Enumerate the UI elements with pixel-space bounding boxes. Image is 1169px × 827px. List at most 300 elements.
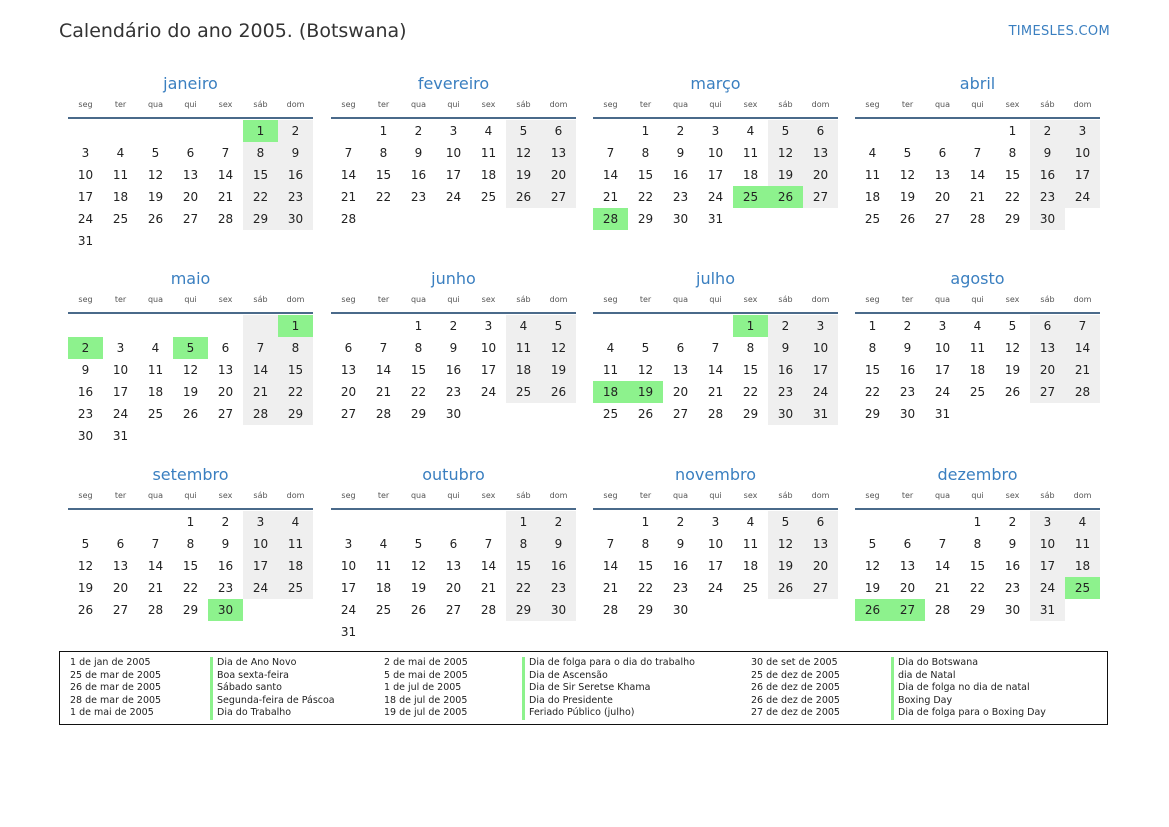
day-cell[interactable]: 14 [1065,337,1100,359]
day-cell[interactable]: 21 [217,190,234,204]
day-cell[interactable]: 6 [186,146,195,160]
day-cell[interactable]: 9 [676,537,685,551]
day-cell[interactable]: 9 [1030,142,1065,164]
day-cell[interactable]: 11 [375,559,392,573]
day-cell[interactable]: 17 [803,359,838,381]
day-cell[interactable]: 15 [506,555,541,577]
day-cell[interactable]: 8 [641,146,650,160]
day-cell[interactable]: 1 [868,319,877,333]
day-cell[interactable]: 3 [711,124,720,138]
day-cell[interactable]: 2 [414,124,423,138]
day-cell[interactable]: 10 [340,559,357,573]
day-cell[interactable]: 30 [768,403,803,425]
day-cell[interactable]: 10 [707,537,724,551]
day-cell[interactable]: 15 [243,164,278,186]
day-cell[interactable]: 3 [1030,511,1065,533]
day-cell[interactable]: 5 [868,537,877,551]
day-cell[interactable]: 13 [541,142,576,164]
day-cell[interactable]: 26 [1004,385,1021,399]
day-cell[interactable]: 29 [637,212,654,226]
day-cell[interactable]: 12 [899,168,916,182]
day-cell[interactable]: 2 [278,120,313,142]
day-cell[interactable]: 14 [480,559,497,573]
day-cell[interactable]: 5 [641,341,650,355]
day-cell[interactable]: 7 [606,537,615,551]
day-cell[interactable]: 23 [768,381,803,403]
day-cell[interactable]: 28 [340,212,357,226]
day-cell[interactable]: 21 [340,190,357,204]
day-cell[interactable]: 22 [1004,190,1021,204]
day-cell[interactable]: 26 [541,381,576,403]
day-cell[interactable]: 7 [221,146,230,160]
day-cell[interactable]: 6 [221,341,230,355]
holiday-day-cell[interactable]: 1 [243,120,278,142]
day-cell[interactable]: 16 [672,168,689,182]
day-cell[interactable]: 4 [278,511,313,533]
day-cell[interactable]: 27 [803,577,838,599]
day-cell[interactable]: 14 [340,168,357,182]
day-cell[interactable]: 8 [506,533,541,555]
day-cell[interactable]: 13 [1030,337,1065,359]
day-cell[interactable]: 10 [1030,533,1065,555]
day-cell[interactable]: 8 [746,341,755,355]
day-cell[interactable]: 22 [182,581,199,595]
day-cell[interactable]: 19 [768,164,803,186]
day-cell[interactable]: 19 [182,385,199,399]
day-cell[interactable]: 28 [1065,381,1100,403]
day-cell[interactable]: 1 [379,124,388,138]
day-cell[interactable]: 25 [969,385,986,399]
day-cell[interactable]: 24 [1065,186,1100,208]
day-cell[interactable]: 26 [182,407,199,421]
day-cell[interactable]: 18 [864,190,881,204]
day-cell[interactable]: 8 [868,341,877,355]
day-cell[interactable]: 29 [506,599,541,621]
day-cell[interactable]: 6 [803,511,838,533]
day-cell[interactable]: 22 [742,385,759,399]
day-cell[interactable]: 4 [484,124,493,138]
day-cell[interactable]: 11 [864,168,881,182]
day-cell[interactable]: 6 [449,537,458,551]
day-cell[interactable]: 17 [445,168,462,182]
holiday-day-cell[interactable]: 28 [593,208,628,230]
day-cell[interactable]: 10 [445,146,462,160]
day-cell[interactable]: 12 [410,559,427,573]
day-cell[interactable]: 17 [1030,555,1065,577]
day-cell[interactable]: 5 [506,120,541,142]
day-cell[interactable]: 13 [899,559,916,573]
day-cell[interactable]: 10 [77,168,94,182]
day-cell[interactable]: 1 [506,511,541,533]
day-cell[interactable]: 30 [1004,603,1021,617]
day-cell[interactable]: 29 [278,403,313,425]
day-cell[interactable]: 2 [903,319,912,333]
day-cell[interactable]: 8 [278,337,313,359]
day-cell[interactable]: 10 [707,146,724,160]
day-cell[interactable]: 12 [768,533,803,555]
day-cell[interactable]: 5 [81,537,90,551]
day-cell[interactable]: 11 [602,363,619,377]
day-cell[interactable]: 28 [969,212,986,226]
day-cell[interactable]: 23 [672,190,689,204]
day-cell[interactable]: 12 [637,363,654,377]
day-cell[interactable]: 3 [711,515,720,529]
day-cell[interactable]: 14 [375,363,392,377]
day-cell[interactable]: 13 [217,363,234,377]
day-cell[interactable]: 20 [934,190,951,204]
day-cell[interactable]: 30 [672,603,689,617]
holiday-day-cell[interactable]: 26 [855,599,890,621]
day-cell[interactable]: 4 [151,341,160,355]
day-cell[interactable]: 11 [278,533,313,555]
day-cell[interactable]: 24 [707,581,724,595]
day-cell[interactable]: 27 [217,407,234,421]
day-cell[interactable]: 25 [602,407,619,421]
day-cell[interactable]: 25 [506,381,541,403]
day-cell[interactable]: 1 [1008,124,1017,138]
holiday-day-cell[interactable]: 1 [278,315,313,337]
day-cell[interactable]: 11 [112,168,129,182]
day-cell[interactable]: 19 [899,190,916,204]
day-cell[interactable]: 20 [217,385,234,399]
day-cell[interactable]: 11 [1065,533,1100,555]
holiday-day-cell[interactable]: 25 [733,186,768,208]
day-cell[interactable]: 20 [803,164,838,186]
day-cell[interactable]: 1 [414,319,423,333]
day-cell[interactable]: 12 [77,559,94,573]
day-cell[interactable]: 17 [707,559,724,573]
day-cell[interactable]: 21 [602,581,619,595]
day-cell[interactable]: 3 [484,319,493,333]
day-cell[interactable]: 23 [410,190,427,204]
day-cell[interactable]: 15 [742,363,759,377]
day-cell[interactable]: 8 [973,537,982,551]
day-cell[interactable]: 13 [934,168,951,182]
day-cell[interactable]: 12 [541,337,576,359]
day-cell[interactable]: 23 [445,385,462,399]
day-cell[interactable]: 20 [112,581,129,595]
day-cell[interactable]: 8 [1008,146,1017,160]
day-cell[interactable]: 9 [676,146,685,160]
day-cell[interactable]: 9 [81,363,90,377]
day-cell[interactable]: 10 [480,341,497,355]
day-cell[interactable]: 23 [1030,186,1065,208]
day-cell[interactable]: 27 [541,186,576,208]
day-cell[interactable]: 18 [742,168,759,182]
day-cell[interactable]: 29 [742,407,759,421]
day-cell[interactable]: 19 [864,581,881,595]
day-cell[interactable]: 6 [541,120,576,142]
day-cell[interactable]: 2 [676,124,685,138]
day-cell[interactable]: 1 [641,515,650,529]
holiday-day-cell[interactable]: 26 [768,186,803,208]
day-cell[interactable]: 21 [969,190,986,204]
day-cell[interactable]: 19 [77,581,94,595]
day-cell[interactable]: 1 [186,515,195,529]
day-cell[interactable]: 5 [541,315,576,337]
day-cell[interactable]: 11 [480,146,497,160]
day-cell[interactable]: 20 [541,164,576,186]
day-cell[interactable]: 23 [1004,581,1021,595]
day-cell[interactable]: 6 [676,341,685,355]
day-cell[interactable]: 3 [344,537,353,551]
day-cell[interactable]: 12 [768,142,803,164]
day-cell[interactable]: 16 [278,164,313,186]
day-cell[interactable]: 7 [484,537,493,551]
day-cell[interactable]: 2 [541,511,576,533]
day-cell[interactable]: 4 [606,341,615,355]
day-cell[interactable]: 23 [278,186,313,208]
day-cell[interactable]: 9 [768,337,803,359]
day-cell[interactable]: 2 [768,315,803,337]
day-cell[interactable]: 20 [803,555,838,577]
day-cell[interactable]: 13 [803,533,838,555]
day-cell[interactable]: 29 [864,407,881,421]
day-cell[interactable]: 22 [637,581,654,595]
day-cell[interactable]: 21 [480,581,497,595]
holiday-day-cell[interactable]: 18 [593,381,628,403]
day-cell[interactable]: 26 [77,603,94,617]
day-cell[interactable]: 21 [934,581,951,595]
day-cell[interactable]: 4 [868,146,877,160]
day-cell[interactable]: 22 [637,190,654,204]
day-cell[interactable]: 31 [803,403,838,425]
day-cell[interactable]: 7 [973,146,982,160]
day-cell[interactable]: 26 [637,407,654,421]
day-cell[interactable]: 17 [112,385,129,399]
day-cell[interactable]: 29 [182,603,199,617]
day-cell[interactable]: 4 [746,515,755,529]
day-cell[interactable]: 25 [480,190,497,204]
day-cell[interactable]: 22 [410,385,427,399]
day-cell[interactable]: 27 [445,603,462,617]
day-cell[interactable]: 20 [899,581,916,595]
day-cell[interactable]: 29 [969,603,986,617]
day-cell[interactable]: 9 [414,146,423,160]
day-cell[interactable]: 29 [637,603,654,617]
day-cell[interactable]: 14 [934,559,951,573]
day-cell[interactable]: 18 [1065,555,1100,577]
day-cell[interactable]: 30 [899,407,916,421]
day-cell[interactable]: 27 [934,212,951,226]
day-cell[interactable]: 20 [182,190,199,204]
day-cell[interactable]: 10 [934,341,951,355]
day-cell[interactable]: 7 [938,537,947,551]
day-cell[interactable]: 6 [1030,315,1065,337]
day-cell[interactable]: 24 [803,381,838,403]
day-cell[interactable]: 4 [1065,511,1100,533]
day-cell[interactable]: 31 [1030,599,1065,621]
day-cell[interactable]: 18 [112,190,129,204]
day-cell[interactable]: 24 [340,603,357,617]
day-cell[interactable]: 11 [506,337,541,359]
day-cell[interactable]: 18 [969,363,986,377]
day-cell[interactable]: 14 [707,363,724,377]
day-cell[interactable]: 24 [77,212,94,226]
day-cell[interactable]: 11 [147,363,164,377]
day-cell[interactable]: 28 [217,212,234,226]
day-cell[interactable]: 22 [243,186,278,208]
day-cell[interactable]: 17 [77,190,94,204]
day-cell[interactable]: 4 [506,315,541,337]
day-cell[interactable]: 8 [641,537,650,551]
day-cell[interactable]: 19 [506,164,541,186]
day-cell[interactable]: 17 [480,363,497,377]
day-cell[interactable]: 25 [742,581,759,595]
day-cell[interactable]: 5 [903,146,912,160]
day-cell[interactable]: 13 [340,363,357,377]
day-cell[interactable]: 31 [112,429,129,443]
day-cell[interactable]: 9 [541,533,576,555]
day-cell[interactable]: 17 [243,555,278,577]
day-cell[interactable]: 13 [672,363,689,377]
day-cell[interactable]: 24 [707,190,724,204]
day-cell[interactable]: 23 [217,581,234,595]
day-cell[interactable]: 6 [938,146,947,160]
day-cell[interactable]: 11 [969,341,986,355]
day-cell[interactable]: 4 [379,537,388,551]
day-cell[interactable]: 8 [243,142,278,164]
day-cell[interactable]: 5 [414,537,423,551]
day-cell[interactable]: 21 [707,385,724,399]
day-cell[interactable]: 26 [768,577,803,599]
day-cell[interactable]: 3 [81,146,90,160]
day-cell[interactable]: 31 [707,212,724,226]
day-cell[interactable]: 30 [1030,208,1065,230]
day-cell[interactable]: 14 [602,168,619,182]
day-cell[interactable]: 3 [243,511,278,533]
day-cell[interactable]: 15 [864,363,881,377]
day-cell[interactable]: 27 [340,407,357,421]
day-cell[interactable]: 23 [77,407,94,421]
day-cell[interactable]: 11 [742,537,759,551]
day-cell[interactable]: 7 [1065,315,1100,337]
day-cell[interactable]: 17 [707,168,724,182]
day-cell[interactable]: 24 [112,407,129,421]
day-cell[interactable]: 3 [1065,120,1100,142]
day-cell[interactable]: 30 [445,407,462,421]
day-cell[interactable]: 8 [379,146,388,160]
day-cell[interactable]: 25 [147,407,164,421]
holiday-day-cell[interactable]: 30 [208,599,243,621]
holiday-day-cell[interactable]: 27 [890,599,925,621]
day-cell[interactable]: 12 [506,142,541,164]
day-cell[interactable]: 15 [637,559,654,573]
day-cell[interactable]: 17 [340,581,357,595]
day-cell[interactable]: 20 [340,385,357,399]
day-cell[interactable]: 28 [707,407,724,421]
day-cell[interactable]: 9 [449,341,458,355]
day-cell[interactable]: 10 [1065,142,1100,164]
day-cell[interactable]: 7 [344,146,353,160]
day-cell[interactable]: 9 [903,341,912,355]
day-cell[interactable]: 23 [672,581,689,595]
day-cell[interactable]: 14 [217,168,234,182]
day-cell[interactable]: 15 [278,359,313,381]
day-cell[interactable]: 25 [375,603,392,617]
day-cell[interactable]: 15 [410,363,427,377]
day-cell[interactable]: 14 [243,359,278,381]
day-cell[interactable]: 6 [803,120,838,142]
day-cell[interactable]: 6 [903,537,912,551]
day-cell[interactable]: 31 [340,625,357,639]
day-cell[interactable]: 16 [541,555,576,577]
day-cell[interactable]: 28 [147,603,164,617]
day-cell[interactable]: 7 [151,537,160,551]
day-cell[interactable]: 27 [803,186,838,208]
holiday-day-cell[interactable]: 5 [173,337,208,359]
day-cell[interactable]: 29 [410,407,427,421]
day-cell[interactable]: 16 [77,385,94,399]
day-cell[interactable]: 28 [934,603,951,617]
day-cell[interactable]: 28 [602,603,619,617]
day-cell[interactable]: 13 [182,168,199,182]
day-cell[interactable]: 19 [768,555,803,577]
day-cell[interactable]: 25 [278,577,313,599]
day-cell[interactable]: 12 [864,559,881,573]
day-cell[interactable]: 3 [116,341,125,355]
day-cell[interactable]: 16 [768,359,803,381]
day-cell[interactable]: 3 [449,124,458,138]
day-cell[interactable]: 16 [672,559,689,573]
day-cell[interactable]: 16 [445,363,462,377]
day-cell[interactable]: 21 [147,581,164,595]
day-cell[interactable]: 2 [221,515,230,529]
day-cell[interactable]: 16 [1030,164,1065,186]
day-cell[interactable]: 28 [480,603,497,617]
day-cell[interactable]: 17 [1065,164,1100,186]
day-cell[interactable]: 9 [221,537,230,551]
day-cell[interactable]: 30 [672,212,689,226]
day-cell[interactable]: 18 [506,359,541,381]
day-cell[interactable]: 1 [973,515,982,529]
day-cell[interactable]: 14 [969,168,986,182]
day-cell[interactable]: 22 [506,577,541,599]
day-cell[interactable]: 20 [445,581,462,595]
day-cell[interactable]: 26 [147,212,164,226]
day-cell[interactable]: 18 [147,385,164,399]
day-cell[interactable]: 3 [938,319,947,333]
day-cell[interactable]: 4 [746,124,755,138]
day-cell[interactable]: 21 [1065,359,1100,381]
day-cell[interactable]: 29 [1004,212,1021,226]
day-cell[interactable]: 10 [112,363,129,377]
day-cell[interactable]: 14 [147,559,164,573]
day-cell[interactable]: 25 [112,212,129,226]
day-cell[interactable]: 6 [344,341,353,355]
day-cell[interactable]: 27 [672,407,689,421]
day-cell[interactable]: 15 [375,168,392,182]
day-cell[interactable]: 19 [1004,363,1021,377]
day-cell[interactable]: 8 [186,537,195,551]
holiday-day-cell[interactable]: 2 [68,337,103,359]
day-cell[interactable]: 2 [449,319,458,333]
day-cell[interactable]: 23 [899,385,916,399]
day-cell[interactable]: 5 [151,146,160,160]
day-cell[interactable]: 24 [1030,577,1065,599]
day-cell[interactable]: 18 [742,559,759,573]
day-cell[interactable]: 2 [1030,120,1065,142]
day-cell[interactable]: 26 [899,212,916,226]
day-cell[interactable]: 7 [711,341,720,355]
day-cell[interactable]: 20 [672,385,689,399]
day-cell[interactable]: 13 [445,559,462,573]
day-cell[interactable]: 30 [278,208,313,230]
day-cell[interactable]: 4 [973,319,982,333]
day-cell[interactable]: 18 [278,555,313,577]
day-cell[interactable]: 15 [182,559,199,573]
day-cell[interactable]: 7 [606,146,615,160]
